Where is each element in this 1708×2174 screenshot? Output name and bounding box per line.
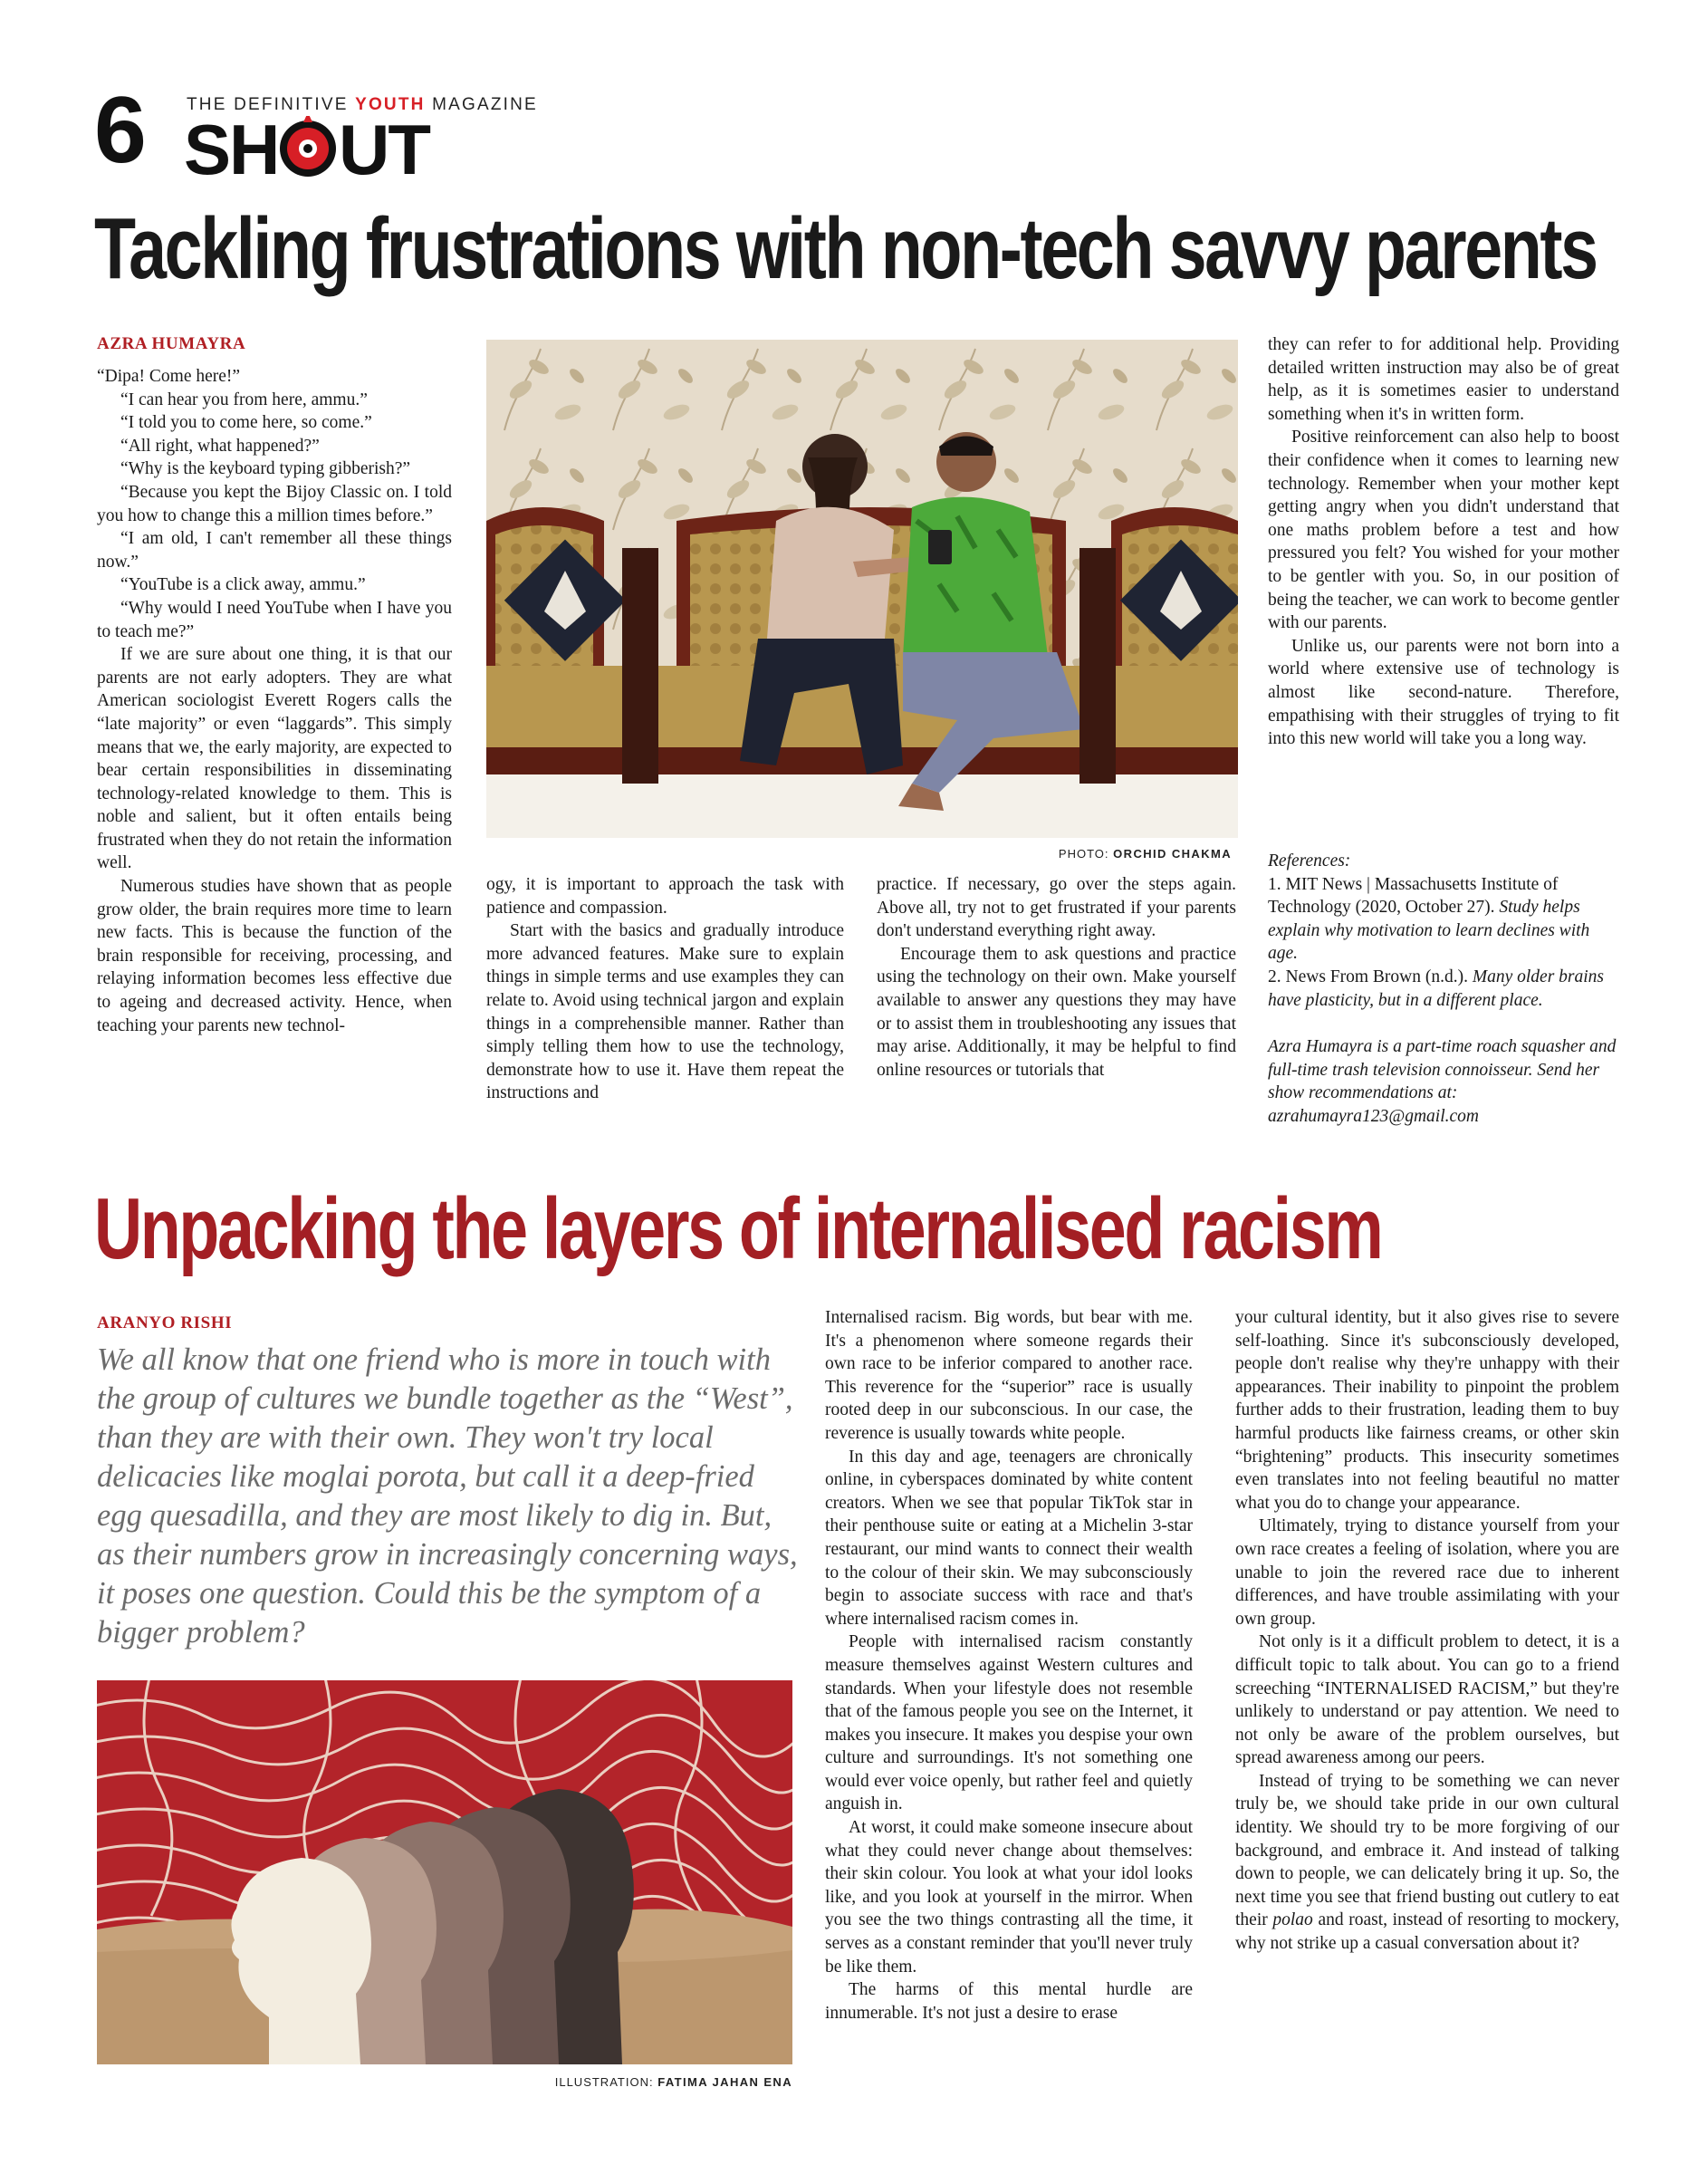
living-room-photo	[486, 340, 1238, 838]
article2-headline: Unpacking the layers of internalised racism	[94, 1180, 1382, 1277]
body-paragraph: People with internalised racism constantly measure themselves against Western cultures and standards. When your lifestyle does not resemble that of the famous people you see on the Internet, it makes you insecure. It makes you despise your own culture and surroundings. It's not something one would ever voice openly, but rather feel and quietly anguish in.	[825, 1632, 1193, 1814]
tagline-prefix: THE DEFINITIVE	[187, 95, 349, 114]
reference-item	[1268, 966, 1619, 1012]
article2-column-3	[1235, 1306, 1619, 1956]
dialogue-line: “Why is the keyboard typing gibberish?”	[120, 459, 411, 479]
photo-credit-name: ORCHID CHAKMA	[1113, 847, 1232, 861]
author-note: Azra Humayra is a part-time roach squasher and full-time trash television connoisseur. Send her show recommendations at: azrahumayra123@gmail.com	[1268, 1037, 1617, 1126]
body-paragraph: Encourage them to ask questions and practice using the technology on their own. Make yourself available to answer any questions they may have or to assist them in troubleshooting any issues that may arise. Additionally, it may be helpful to find online resources or tutorials that	[877, 944, 1236, 1080]
page-number: 6	[94, 78, 147, 183]
article1-column-1	[97, 365, 452, 1037]
reference-source: 2. News From Brown (n.d.).	[1268, 967, 1468, 986]
reference-source: 1. MIT News | Massachusetts Institute of Technology (2020, October 27).	[1268, 874, 1559, 918]
photo-credit-label: PHOTO:	[1058, 847, 1109, 861]
article1-headline: Tackling frustrations with non-tech savvy parents	[94, 200, 1597, 297]
dialogue-line: “Dipa! Come here!”	[97, 367, 241, 386]
illustration-credit-name: FATIMA JAHAN ENA	[657, 2075, 792, 2089]
paragraph-text: Instead of trying to be something we can never truly be, we should take pride in our own cultural identity. We should try to be more forgiving of our background, and embrace it. And instead of talking down to people, we can delicately bring it up. So, the next time you see that friend busting out cutlery to eat their	[1235, 1771, 1619, 1930]
body-paragraph: In this day and age, teenagers are chronically online, in cyberspaces dominated by white content creators. When we see that popular TikTok star in their penthouse suite or eating at a Michelin 3-star restaurant, our mind wants to connect their wealth to the colour of their skin. We may subconsciously begin to associate success with race and that's where internalised racism comes in.	[825, 1447, 1193, 1629]
dialogue-line: “YouTube is a click away, ammu.”	[120, 575, 366, 595]
shout-logo-s-h: SH	[184, 116, 279, 181]
body-paragraph	[1235, 1770, 1619, 1956]
shout-logo-o-icon	[280, 116, 336, 177]
reference-item	[1268, 873, 1619, 966]
body-paragraph: If we are sure about one thing, it is that our parents are not early adopters. They are what American sociologist Everett Rogers calls the “late majority” or even “laggards”. This simply means that we, the early majority, are expected to bear certain responsibilities in disseminating technology-related knowledge to them. This is noble and salient, but it often entails being frustrated when they do not retain the information well.	[97, 645, 452, 873]
article1-photo	[486, 340, 1238, 838]
body-paragraph: Internalised racism. Big words, but bear with me. It's a phenomenon where someone regards their own race to be inferior compared to another race. This reverence for the “superior” race is usually rooted deep in our subconscious. In our case, the reverence is usually towards white people.	[825, 1308, 1193, 1443]
article1-photo-credit	[906, 847, 1232, 861]
article1-byline: AZRA HUMAYRA	[97, 334, 246, 353]
body-paragraph: your cultural identity, but it also gives rise to severe self-loathing. Since it's subconsciously developed, people don't realise why they're unhappy with their appearances. Their inability to pinpoint the problem further adds to their frustration, leading them to buy harmful products like fairness creams, or other skin “brightening” products. This insecurity sometimes even translates into not feeling beautiful no matter what you do to change your appearance.	[1235, 1308, 1619, 1513]
dialogue-line: “I can hear you from here, ammu.”	[120, 390, 368, 409]
reference-title: Study helps explain why motivation to learn declines with age.	[1268, 898, 1590, 964]
body-paragraph: they can refer to for additional help. Providing detailed written instruction may also be of great help, as it is sometimes easier to understand something when it's in written form.	[1268, 335, 1619, 424]
article2-illustration	[97, 1680, 792, 2064]
article2-column-2	[825, 1306, 1193, 2025]
body-paragraph: Unlike us, our parents were not born into a world where extensive use of technology is almost like second-nature. Therefore, empathising with their struggles of trying to fit into this new world will take you a long way.	[1268, 636, 1619, 749]
body-paragraph: practice. If necessary, go over the steps again. Above all, try not to get frustrated if your parents don't understand everything right away.	[877, 875, 1236, 941]
dialogue-line: “All right, what happened?”	[120, 436, 320, 456]
illustration-credit-label: ILLUSTRATION:	[554, 2075, 654, 2089]
paragraph-italic-word: polao	[1272, 1910, 1313, 1930]
article1-column-3	[877, 873, 1236, 1082]
article2-illustration-credit	[380, 2075, 792, 2089]
dialogue-line: “Because you kept the Bijoy Classic on. I told you how to change this a million times before.”	[97, 482, 452, 525]
article1-column-2	[486, 873, 844, 1105]
dialogue-line: “I am old, I can't remember all these things now.”	[97, 529, 452, 572]
reference-title: Many older brains have plasticity, but in a different place.	[1268, 967, 1605, 1010]
body-paragraph: The harms of this mental hurdle are innumerable. It's not just a desire to erase	[825, 1980, 1193, 2023]
masthead-tagline	[187, 95, 538, 115]
article1-column-4	[1268, 333, 1619, 751]
article1-references	[1268, 850, 1619, 1129]
body-paragraph: Ultimately, trying to distance yourself from your own race creates a feeling of isolation, where you are unable to join the revered race due to inherent differences, and have trouble assimilating with your own group.	[1235, 1516, 1619, 1629]
article2-intro: We all know that one friend who is more in touch with the group of cultures we bundle together as the “West”, than they are with their own. They won't try local delicacies like moglai porota, but call it a deep-fried egg quesadilla, and they are most likely to dig in. But, as their numbers grow in increasingly concerning ways, it poses one question. Could this be the symptom of a bigger problem?	[97, 1342, 798, 1650]
body-paragraph: Numerous studies have shown that as people grow older, the brain requires more time to learn new facts. This is because the function of the brain responsible for receiving, processing, and relaying information becomes less effective due to ageing and decreased activity. Hence, when teaching your parents new technol-	[97, 877, 452, 1035]
body-paragraph: ogy, it is important to approach the task with patience and compassion.	[486, 875, 844, 918]
tagline-accent: YOUTH	[355, 95, 426, 114]
heads-illustration	[97, 1680, 792, 2064]
body-paragraph: Not only is it a difficult problem to detect, it is a difficult topic to talk about. You can go to a friend screeching “INTERNALISED RACISM,” but they're unlikely to understand or pay attention. We need to not only be aware of the problem ourselves, but spread awareness among our peers.	[1235, 1632, 1619, 1768]
paragraph-text: and roast, instead of resorting to mockery, why not strike up a casual conversation about it?	[1235, 1910, 1619, 1954]
dialogue-line: “I told you to come here, so come.”	[120, 413, 372, 433]
references-heading: References:	[1268, 851, 1351, 871]
body-paragraph: At worst, it could make someone insecure about what they could never change about themselves: their skin colour. You look at what your idol looks like, and you look at yourself in the mirror. When you see the two things contrasting all the time, it serves as a constant reminder that you'll never truly be like them.	[825, 1818, 1193, 1977]
body-paragraph: Start with the basics and gradually introduce more advanced features. Make sure to explain things in simple terms and use examples they can relate to. Avoid using technical jargon and explain things in a comprehensible manner. Rather than simply telling them how to use the technology, demonstrate how to use it. Have them repeat the instructions and	[486, 921, 844, 1103]
shout-logo	[184, 116, 483, 181]
dialogue-line: “Why would I need YouTube when I have you to teach me?”	[97, 598, 452, 641]
shout-logo-u-t: UT	[339, 116, 429, 181]
article2-byline: ARANYO RISHI	[97, 1313, 233, 1332]
body-paragraph: Positive reinforcement can also help to boost their confidence when it comes to learning new technology. Remember when your mother kept getting angry when you didn't understand that one maths problem before a test and how pressured you felt? You wished for your mother to be gentler with you. So, in our position of being the teacher, we can work to become gentler with our parents.	[1268, 428, 1619, 633]
tagline-suffix: MAGAZINE	[432, 95, 538, 114]
